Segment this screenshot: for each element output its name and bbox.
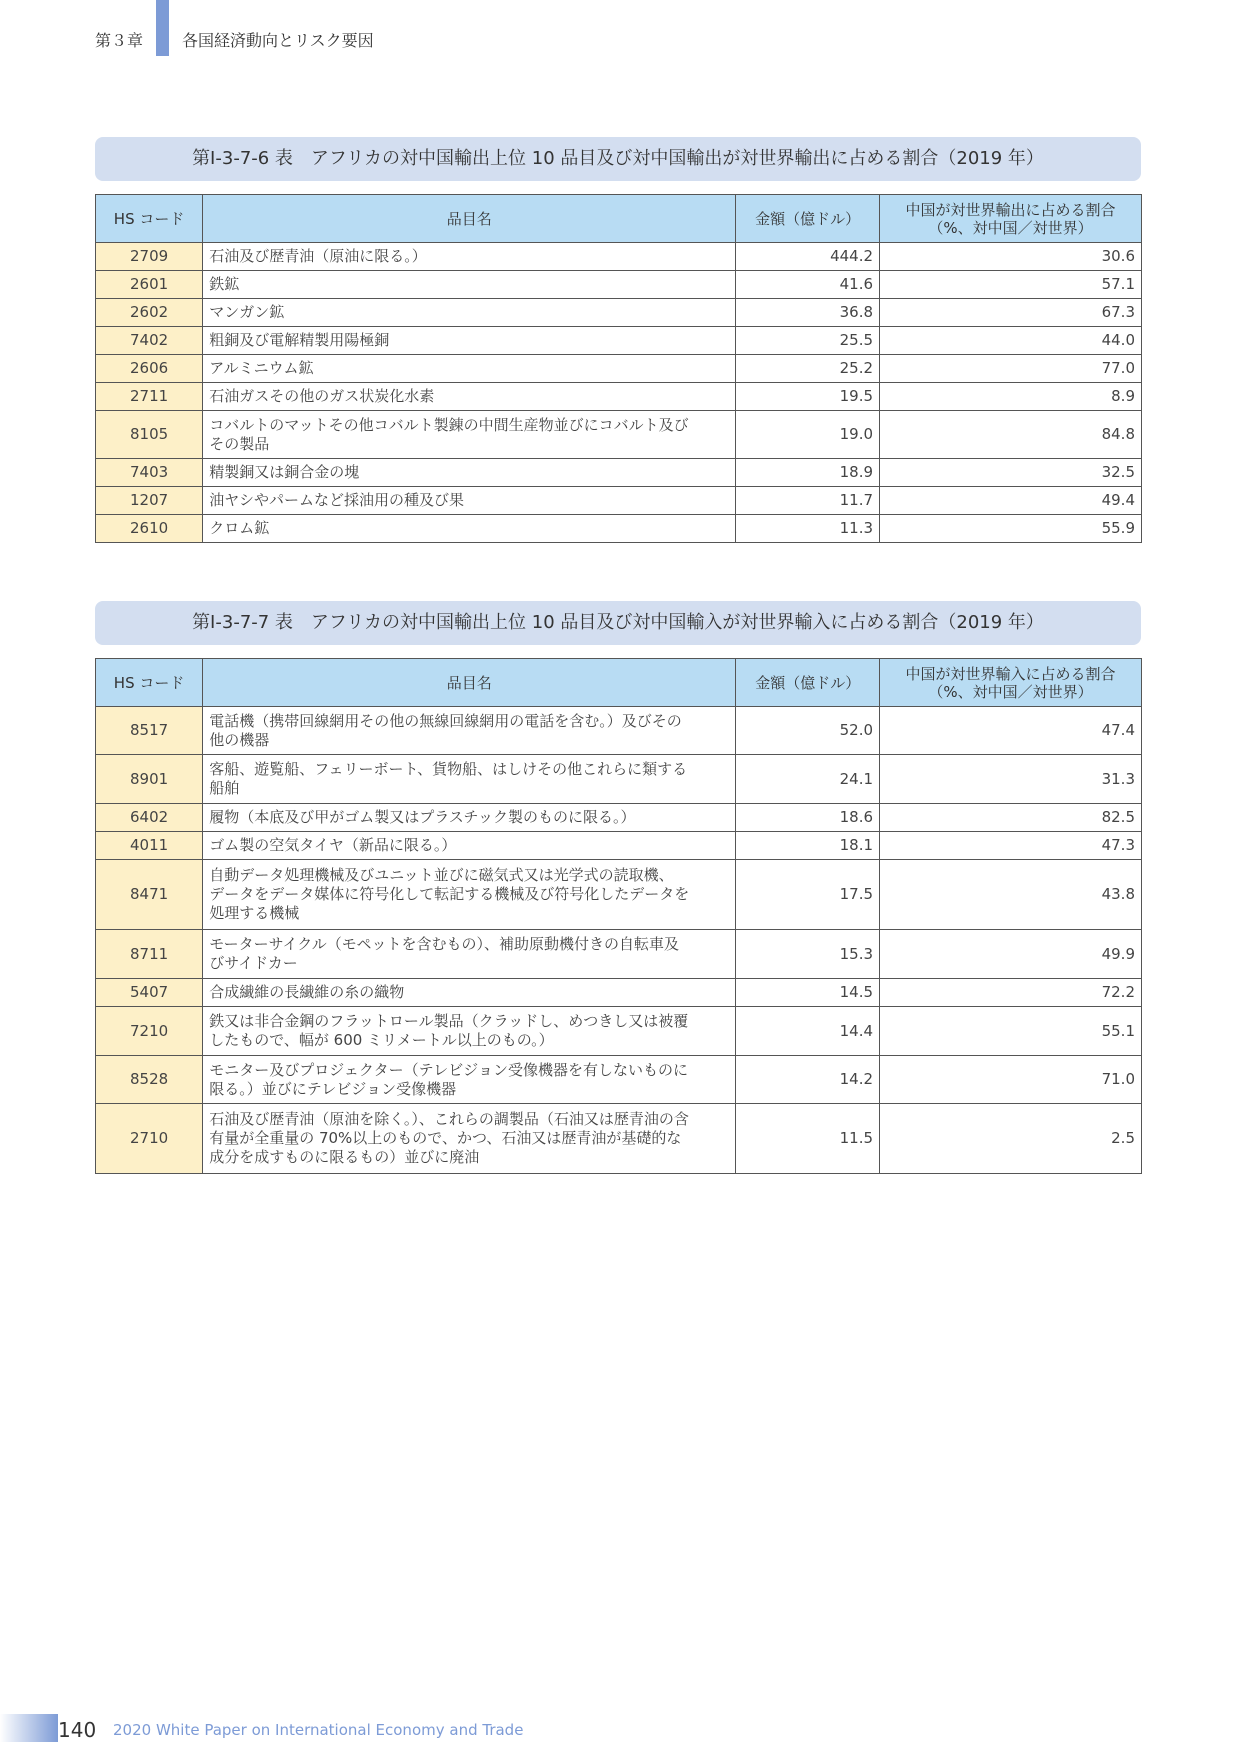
table2-caption: 第Ⅰ-3-7-7 表 アフリカの対中国輸出上位 10 品目及び対中国輸入が対世界輸入に占める割合（2019 年）	[95, 601, 1141, 645]
amount-cell: 14.5	[736, 979, 880, 1007]
table2-header-row	[96, 659, 1142, 707]
item-name-cell: 合成繊維の長繊維の糸の織物	[203, 979, 736, 1007]
page-number: 140	[58, 1718, 97, 1742]
table1	[95, 194, 1142, 543]
hs-code-cell: 6402	[96, 804, 203, 832]
share-cell: 43.8	[880, 860, 1142, 930]
item-name-cell: マンガン鉱	[203, 299, 736, 327]
hs-code-cell: 8517	[96, 707, 203, 755]
share-cell: 49.4	[880, 487, 1142, 515]
table-row	[96, 707, 1142, 755]
table-row	[96, 355, 1142, 383]
share-cell: 72.2	[880, 979, 1142, 1007]
share-cell: 55.1	[880, 1007, 1142, 1056]
page-header	[0, 0, 1241, 60]
share-cell: 71.0	[880, 1056, 1142, 1104]
hs-code-cell: 7403	[96, 459, 203, 487]
hs-code-cell: 8901	[96, 755, 203, 804]
footer-accent-bar	[0, 1714, 58, 1742]
chapter-title: 各国経済動向とリスク要因	[182, 31, 374, 50]
amount-cell: 18.1	[736, 832, 880, 860]
item-name-cell: 鉄鉱	[203, 271, 736, 299]
share-cell: 8.9	[880, 383, 1142, 411]
header-hs-code: HS コード	[96, 659, 203, 707]
table-row	[96, 515, 1142, 543]
share-cell: 57.1	[880, 271, 1142, 299]
share-cell: 30.6	[880, 243, 1142, 271]
header-share: 中国が対世界輸出に占める割合 （%、対中国／対世界）	[880, 195, 1142, 243]
table-row	[96, 930, 1142, 979]
amount-cell: 14.4	[736, 1007, 880, 1056]
item-name-cell: 電話機（携帯回線網用その他の無線回線網用の電話を含む。）及びその 他の機器	[203, 707, 736, 755]
hs-code-cell: 2709	[96, 243, 203, 271]
amount-cell: 11.5	[736, 1104, 880, 1174]
item-name-cell: 鉄又は非合金鋼のフラットロール製品（クラッドし、めつきし又は被覆 したもので、幅が 600 ミリメートル以上のもの。）	[203, 1007, 736, 1056]
item-name-cell: モニター及びプロジェクター（テレビジョン受像機器を有しないものに 限る。）並びにテレビジョン受像機器	[203, 1056, 736, 1104]
table-row	[96, 860, 1142, 930]
hs-code-cell: 1207	[96, 487, 203, 515]
item-name-cell: クロム鉱	[203, 515, 736, 543]
header-item-name: 品目名	[203, 659, 736, 707]
item-name-cell: コバルトのマットその他コバルト製錬の中間生産物並びにコバルト及び その製品	[203, 411, 736, 459]
item-name-cell: 粗銅及び電解精製用陽極銅	[203, 327, 736, 355]
share-cell: 77.0	[880, 355, 1142, 383]
table-row	[96, 243, 1142, 271]
table-row	[96, 1007, 1142, 1056]
hs-code-cell: 2602	[96, 299, 203, 327]
table-row	[96, 1056, 1142, 1104]
share-cell: 55.9	[880, 515, 1142, 543]
header-amount: 金額（億ドル）	[736, 659, 880, 707]
share-cell: 32.5	[880, 459, 1142, 487]
table-row	[96, 299, 1142, 327]
share-cell: 84.8	[880, 411, 1142, 459]
amount-cell: 36.8	[736, 299, 880, 327]
table-row	[96, 327, 1142, 355]
hs-code-cell: 4011	[96, 832, 203, 860]
table-row	[96, 271, 1142, 299]
amount-cell: 18.9	[736, 459, 880, 487]
table1-caption: 第Ⅰ-3-7-6 表 アフリカの対中国輸出上位 10 品目及び対中国輸出が対世界輸出に占める割合（2019 年）	[95, 137, 1141, 181]
table1-header-row	[96, 195, 1142, 243]
hs-code-cell: 2606	[96, 355, 203, 383]
share-cell: 49.9	[880, 930, 1142, 979]
footer-title: 2020 White Paper on International Economy and Trade	[113, 1721, 524, 1739]
hs-code-cell: 2601	[96, 271, 203, 299]
item-name-cell: 石油及び歴青油（原油に限る。）	[203, 243, 736, 271]
header-item-name: 品目名	[203, 195, 736, 243]
hs-code-cell: 2710	[96, 1104, 203, 1174]
hs-code-cell: 8105	[96, 411, 203, 459]
amount-cell: 25.2	[736, 355, 880, 383]
header-share: 中国が対世界輸入に占める割合 （%、対中国／対世界）	[880, 659, 1142, 707]
item-name-cell: 履物（本底及び甲がゴム製又はプラスチック製のものに限る。）	[203, 804, 736, 832]
hs-code-cell: 8528	[96, 1056, 203, 1104]
item-name-cell: モーターサイクル（モペットを含むもの）、補助原動機付きの自転車及 びサイドカー	[203, 930, 736, 979]
amount-cell: 11.3	[736, 515, 880, 543]
item-name-cell: ゴム製の空気タイヤ（新品に限る。）	[203, 832, 736, 860]
table-row	[96, 804, 1142, 832]
table-row	[96, 1104, 1142, 1174]
item-name-cell: 油ヤシやパームなど採油用の種及び果	[203, 487, 736, 515]
hs-code-cell: 7402	[96, 327, 203, 355]
item-name-cell: 客船、遊覧船、フェリーボート、貨物船、はしけその他これらに類する 船舶	[203, 755, 736, 804]
header-amount: 金額（億ドル）	[736, 195, 880, 243]
table-row	[96, 832, 1142, 860]
amount-cell: 24.1	[736, 755, 880, 804]
share-cell: 47.4	[880, 707, 1142, 755]
hs-code-cell: 2610	[96, 515, 203, 543]
amount-cell: 15.3	[736, 930, 880, 979]
amount-cell: 444.2	[736, 243, 880, 271]
share-cell: 44.0	[880, 327, 1142, 355]
header-hs-code: HS コード	[96, 195, 203, 243]
amount-cell: 17.5	[736, 860, 880, 930]
share-cell: 82.5	[880, 804, 1142, 832]
table-row	[96, 487, 1142, 515]
share-cell: 2.5	[880, 1104, 1142, 1174]
item-name-cell: 精製銅又は銅合金の塊	[203, 459, 736, 487]
share-cell: 47.3	[880, 832, 1142, 860]
amount-cell: 19.5	[736, 383, 880, 411]
table-row	[96, 459, 1142, 487]
amount-cell: 18.6	[736, 804, 880, 832]
amount-cell: 52.0	[736, 707, 880, 755]
amount-cell: 14.2	[736, 1056, 880, 1104]
hs-code-cell: 5407	[96, 979, 203, 1007]
chapter-label: 第３章	[95, 31, 144, 50]
amount-cell: 41.6	[736, 271, 880, 299]
table-row	[96, 411, 1142, 459]
item-name-cell: 石油及び歴青油（原油を除く。）、これらの調製品（石油又は歴青油の含 有量が全重量の 70%以上のもので、かつ、石油又は歴青油が基礎的な 成分を成すものに限るもの）並びに廃油	[203, 1104, 736, 1174]
amount-cell: 19.0	[736, 411, 880, 459]
table-row	[96, 383, 1142, 411]
hs-code-cell: 8471	[96, 860, 203, 930]
item-name-cell: アルミニウム鉱	[203, 355, 736, 383]
table-row	[96, 755, 1142, 804]
item-name-cell: 石油ガスその他のガス状炭化水素	[203, 383, 736, 411]
amount-cell: 11.7	[736, 487, 880, 515]
share-cell: 67.3	[880, 299, 1142, 327]
item-name-cell: 自動データ処理機械及びユニット並びに磁気式又は光学式の読取機、 データをデータ媒体に符号化して転記する機械及び符号化したデータを 処理する機械	[203, 860, 736, 930]
hs-code-cell: 7210	[96, 1007, 203, 1056]
hs-code-cell: 8711	[96, 930, 203, 979]
share-cell: 31.3	[880, 755, 1142, 804]
hs-code-cell: 2711	[96, 383, 203, 411]
table2	[95, 658, 1142, 1174]
amount-cell: 25.5	[736, 327, 880, 355]
header-accent-bar	[156, 0, 169, 56]
table-row	[96, 979, 1142, 1007]
